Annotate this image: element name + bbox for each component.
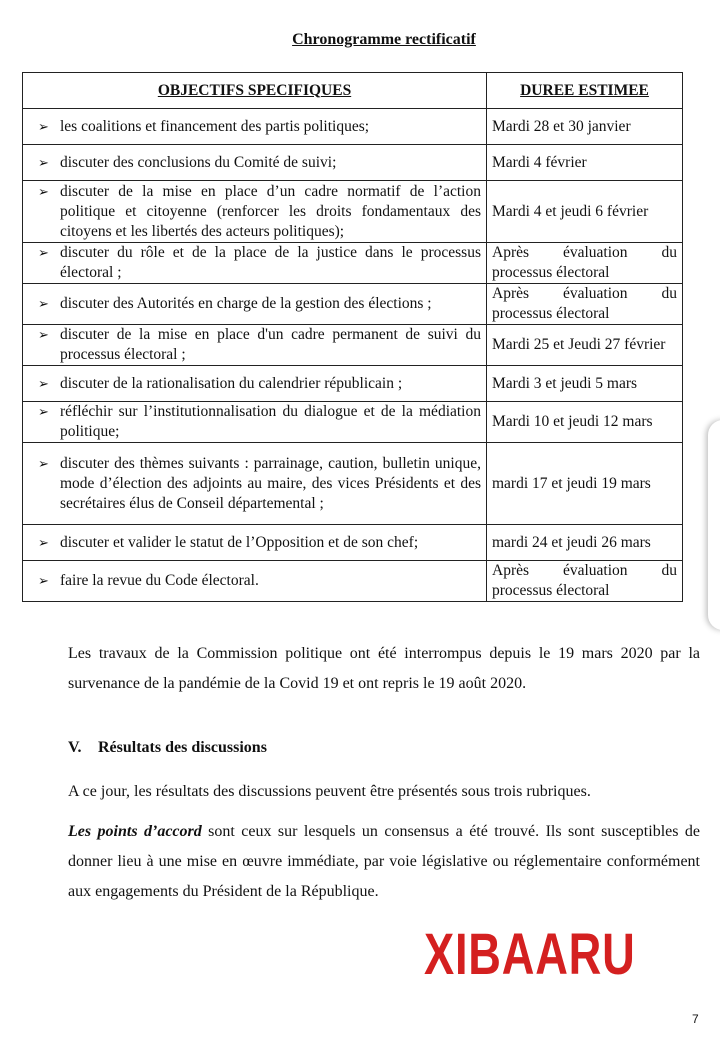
section-title: Résultats des discussions (98, 739, 267, 756)
duration-cell: Mardi 28 et 30 janvier (487, 109, 683, 145)
table-row (23, 366, 683, 402)
interruption-paragraph: Les travaux de la Commission politique ont été interrompus depuis le 19 mars 2020 par la survenance de la pandémie de la Covid 19 et ont repris le 19 août 2020. (68, 645, 700, 692)
header-duration: DUREE ESTIMEE (487, 73, 683, 109)
agreement-text: sont ceux sur lesquels un consensus a été trouvé. Ils sont susceptibles de donner lieu à une mise en œuvre immédiate, par voie législative ou réglementaire conformément aux engagements du Président de la République. (68, 823, 701, 900)
duration-cell: mardi 24 et jeudi 26 mars (487, 525, 683, 561)
table-row (23, 243, 683, 284)
table-row (23, 109, 683, 145)
table-row (23, 325, 683, 366)
objective-cell (23, 109, 487, 145)
duration-cell: Mardi 25 et Jeudi 27 février (487, 325, 683, 366)
objective-cell (23, 443, 487, 525)
xibaaru-watermark-logo: XIBAARU (424, 922, 636, 987)
arrow-bullet-icon: ➢ (38, 183, 49, 199)
objective-text: discuter des conclusions du Comité de suivi; (60, 153, 337, 171)
objective-text: faire la revue du Code électoral. (60, 572, 259, 589)
arrow-bullet-icon: ➢ (38, 455, 49, 471)
duration-cell: Mardi 4 et jeudi 6 février (487, 181, 683, 243)
arrow-bullet-icon: ➢ (38, 404, 49, 419)
arrow-bullet-icon: ➢ (38, 375, 49, 391)
arrow-bullet-icon: ➢ (38, 327, 49, 342)
agreement-lead: Les points d’accord (68, 823, 202, 840)
duration-cell: Après évaluation du processus électoral (487, 284, 683, 325)
objective-text: discuter de la rationalisation du calendrier républicain ; (60, 374, 403, 392)
objective-cell (23, 525, 487, 561)
objective-text: réfléchir sur l’institutionnalisation du dialogue et de la médiation politique; (60, 403, 481, 440)
objective-cell (23, 402, 487, 443)
table-row (23, 181, 683, 243)
objective-text: discuter des Autorités en charge de la gestion des élections ; (60, 295, 432, 312)
table-row (23, 561, 683, 602)
arrow-bullet-icon: ➢ (38, 118, 49, 134)
arrow-bullet-icon: ➢ (38, 573, 49, 588)
table-row (23, 145, 683, 181)
arrow-bullet-icon: ➢ (38, 245, 49, 260)
objective-text: discuter du rôle et de la place de la justice dans le processus électoral ; (60, 244, 481, 281)
objective-cell (23, 366, 487, 402)
table-row (23, 284, 683, 325)
objective-text: discuter de la mise en place d’un cadre normatif de l’action politique et citoyenne (renforcer les droits fondamentaux des citoyens et les libertés des acteurs politiques); (60, 182, 481, 240)
objective-cell (23, 145, 487, 181)
objective-text: discuter des thèmes suivants : parrainage, caution, bulletin unique, mode d’élection des adjoints au maire, des vices Présidents et des secrétaires élus de Conseil départemental ; (60, 454, 481, 512)
agreement-paragraph (68, 817, 700, 907)
objective-cell (23, 561, 487, 602)
intro-paragraph: A ce jour, les résultats des discussions peuvent être présentés sous trois rubriques. (68, 783, 591, 800)
table-row (23, 402, 683, 443)
side-panel-handle[interactable] (708, 420, 720, 630)
page-number: 7 (692, 1012, 699, 1026)
objective-cell (23, 243, 487, 284)
objective-text: discuter et valider le statut de l’Opposition et de son chef; (60, 533, 419, 551)
schedule-table (22, 72, 683, 602)
arrow-bullet-icon: ➢ (38, 534, 49, 550)
table-row (23, 443, 683, 525)
table-row (23, 525, 683, 561)
duration-cell: Mardi 3 et jeudi 5 mars (487, 366, 683, 402)
document-title: Chronogramme rectificatif (292, 31, 476, 48)
table-header-row (23, 73, 683, 109)
objective-text: les coalitions et financement des partis politiques; (60, 117, 370, 135)
duration-cell: Après évaluation du processus électoral (487, 243, 683, 284)
objective-cell (23, 325, 487, 366)
duration-cell: mardi 17 et jeudi 19 mars (487, 443, 683, 525)
arrow-bullet-icon: ➢ (38, 296, 49, 311)
duration-cell: Mardi 4 février (487, 145, 683, 181)
arrow-bullet-icon: ➢ (38, 154, 49, 170)
duration-cell: Après évaluation du processus électoral (487, 561, 683, 602)
section-heading (68, 739, 267, 757)
objective-cell (23, 181, 487, 243)
section-number: V. (68, 739, 82, 756)
objective-text: discuter de la mise en place d'un cadre permanent de suivi du processus électoral ; (60, 326, 481, 363)
objective-cell (23, 284, 487, 325)
duration-cell: Mardi 10 et jeudi 12 mars (487, 402, 683, 443)
header-objectives: OBJECTIFS SPECIFIQUES (23, 73, 487, 109)
